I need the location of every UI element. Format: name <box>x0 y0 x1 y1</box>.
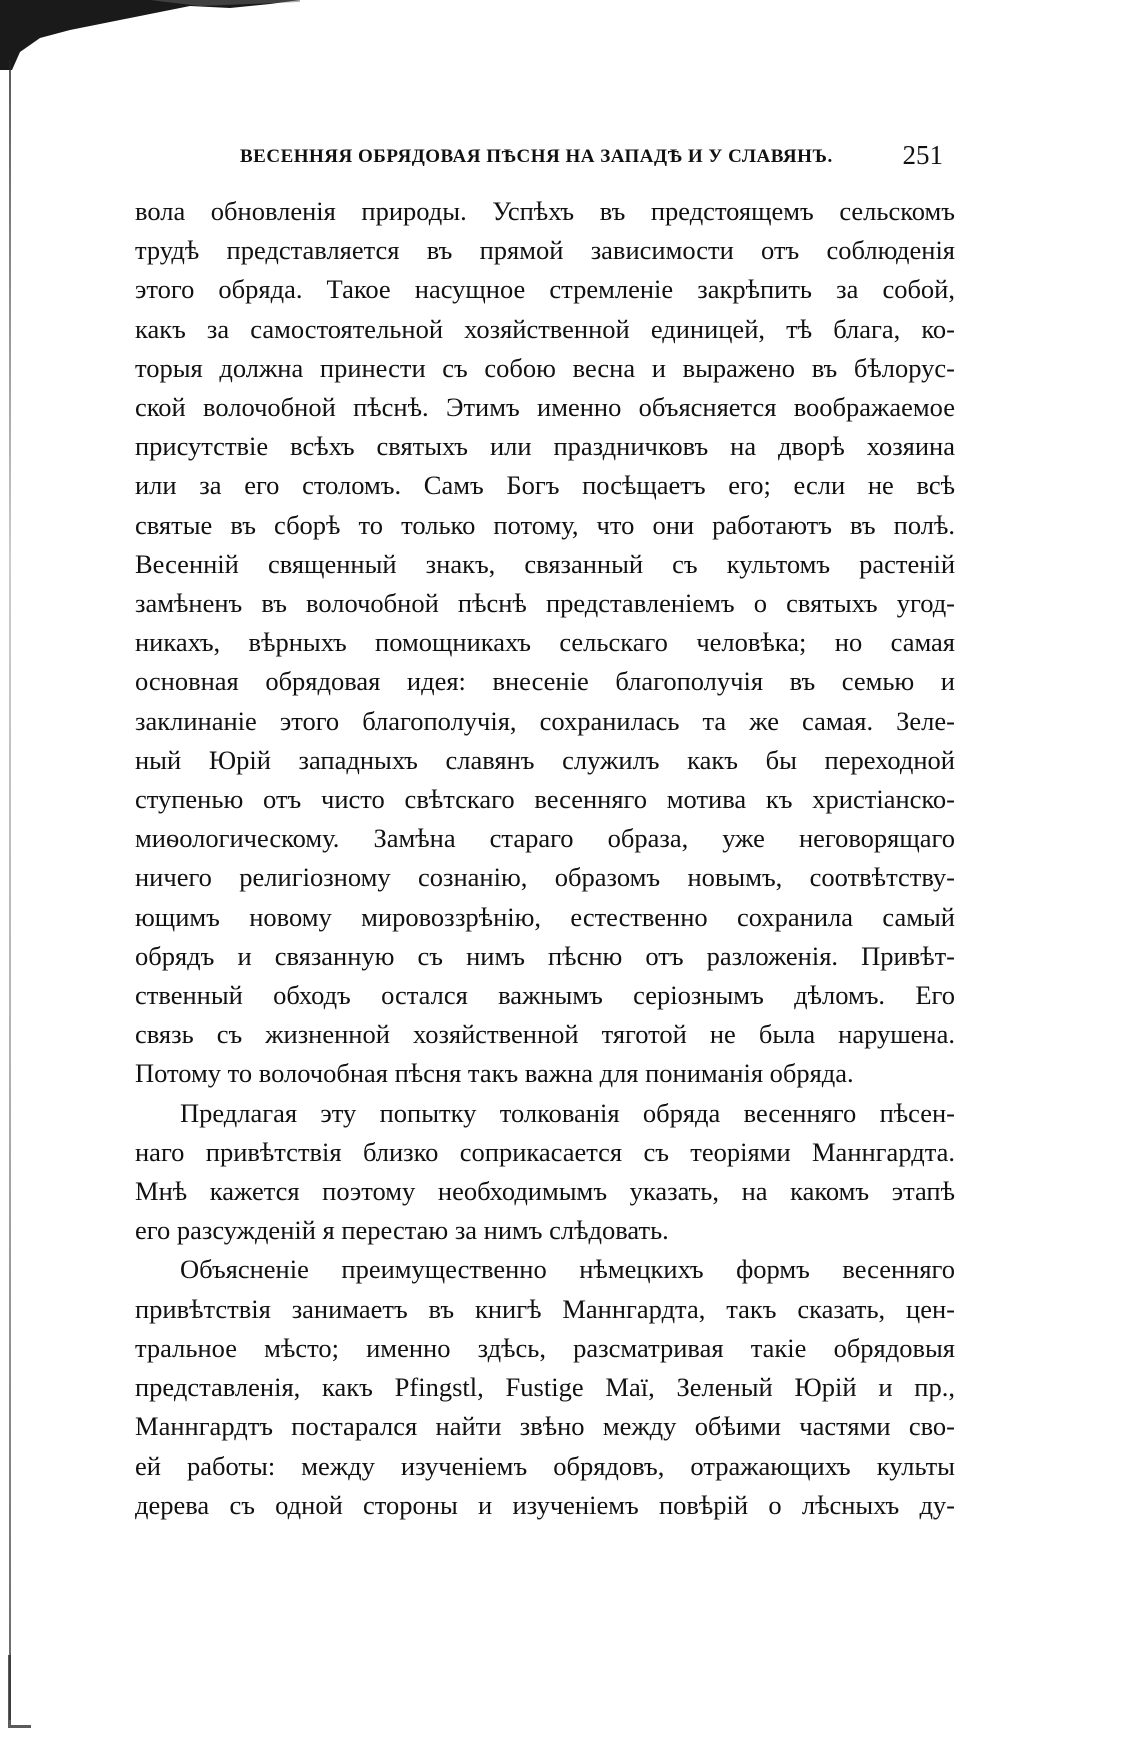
text-line: ный Юрій западныхъ славянъ служилъ какъ бы переходной <box>135 744 955 775</box>
page-number: 251 <box>902 140 943 170</box>
text-line: ей работы: между изученіемъ обрядовъ, отражающихъ культы <box>135 1450 955 1481</box>
text-line: связь съ жизненной хозяйственной тяготой не была нарушена. <box>135 1019 955 1050</box>
text-line: Мнѣ кажется поэтому необходимымъ указать, на какомъ этапѣ <box>135 1176 955 1207</box>
text-line: Маннгардтъ постарался найти звѣно между обѣими частями сво- <box>135 1411 955 1442</box>
paragraph-1 <box>135 192 955 1094</box>
text-line: обрядъ и связанную съ нимъ пѣсню отъ разложенія. Привѣт- <box>135 940 955 971</box>
book-page <box>135 140 955 1525</box>
text-line: Объясненіе преимущественно нѣмецкихъ формъ весенняго <box>180 1254 955 1285</box>
text-line: ственный обходъ остался важнымъ серіознымъ дѣломъ. Его <box>135 980 955 1011</box>
text-line: трудѣ представляется въ прямой зависимости отъ соблюденія <box>135 235 955 266</box>
text-line: вола обновленія природы. Успѣхъ въ предстоящемъ сельскомъ <box>135 196 955 226</box>
text-line: ничего религіозному сознанію, образомъ новымъ, соотвѣтству- <box>135 862 955 893</box>
scan-edge-artifact <box>0 0 300 70</box>
text-line: основная обрядовая идея: внесеніе благополучія въ семью и <box>135 666 955 697</box>
running-head <box>135 140 955 180</box>
text-line: дерева съ одной стороны и изученіемъ повѣрій о лѣсныхъ ду- <box>135 1489 955 1520</box>
paragraph-2 <box>135 1094 955 1251</box>
text-line: Весенній священный знакъ, связанный съ культомъ растеній <box>135 548 955 579</box>
running-title: ВЕСЕННЯЯ ОБРЯДОВАЯ ПѢСНЯ НА ЗАПАДѢ И У СЛАВЯНЪ. <box>240 146 833 167</box>
text-line: представленія, какъ Pfingstl, Fustige Maï, Зеленый Юрій и пр., <box>135 1372 955 1403</box>
scan-bottom-mark <box>8 1655 31 1728</box>
text-line: или за его столомъ. Самъ Богъ посѣщаетъ его; если не всѣ <box>135 470 955 501</box>
text-line: заклинаніе этого благополучія, сохранилась та же самая. Зеле- <box>135 705 955 736</box>
text-line: никахъ, вѣрныхъ помощникахъ сельскаго человѣка; но самая <box>135 627 955 658</box>
paragraph-3 <box>135 1250 955 1524</box>
text-line: тральное мѣсто; именно здѣсь, разсматривая такіе обрядовыя <box>135 1332 955 1363</box>
text-line: присутствіе всѣхъ святыхъ или праздничковъ на дворѣ хозяина <box>135 431 955 462</box>
text-line: замѣненъ въ волочобной пѣснѣ представленіемъ о святыхъ угод- <box>135 588 955 619</box>
text-line: привѣтствія занимаетъ въ книгѣ Маннгардта, такъ сказать, цен- <box>135 1293 955 1324</box>
text-line: этого обряда. Такое насущное стремленіе закрѣпить за собой, <box>135 274 955 305</box>
text-line: торыя должна принести съ собою весна и выражено въ бѣлорус- <box>135 352 955 383</box>
text-line: наго привѣтствія близко соприкасается съ теоріями Маннгардта. <box>135 1136 955 1167</box>
text-line: святые въ сборѣ то только потому, что они работаютъ въ полѣ. <box>135 509 955 540</box>
text-line: ющимъ новому мировоззрѣнію, естественно сохранила самый <box>135 901 955 932</box>
text-line: его разсужденій я перестаю за нимъ слѣдовать. <box>135 1215 669 1246</box>
text-line: Потому то волочобная пѣсня такъ важна для пониманія обряда. <box>135 1058 854 1089</box>
text-line: ской волочобной пѣснѣ. Этимъ именно объясняется воображаемое <box>135 392 955 423</box>
text-line: миѳологическому. Замѣна стараго образа, уже неговорящаго <box>135 823 955 854</box>
text-line: какъ за самостоятельной хозяйственной единицей, тѣ блага, ко- <box>135 313 955 344</box>
scan-left-edge <box>9 60 11 1720</box>
text-line: ступенью отъ чисто свѣтскаго весенняго мотива къ христіанско- <box>135 784 955 815</box>
text-line: Предлагая эту попытку толкованія обряда весенняго пѣсен- <box>180 1097 955 1128</box>
